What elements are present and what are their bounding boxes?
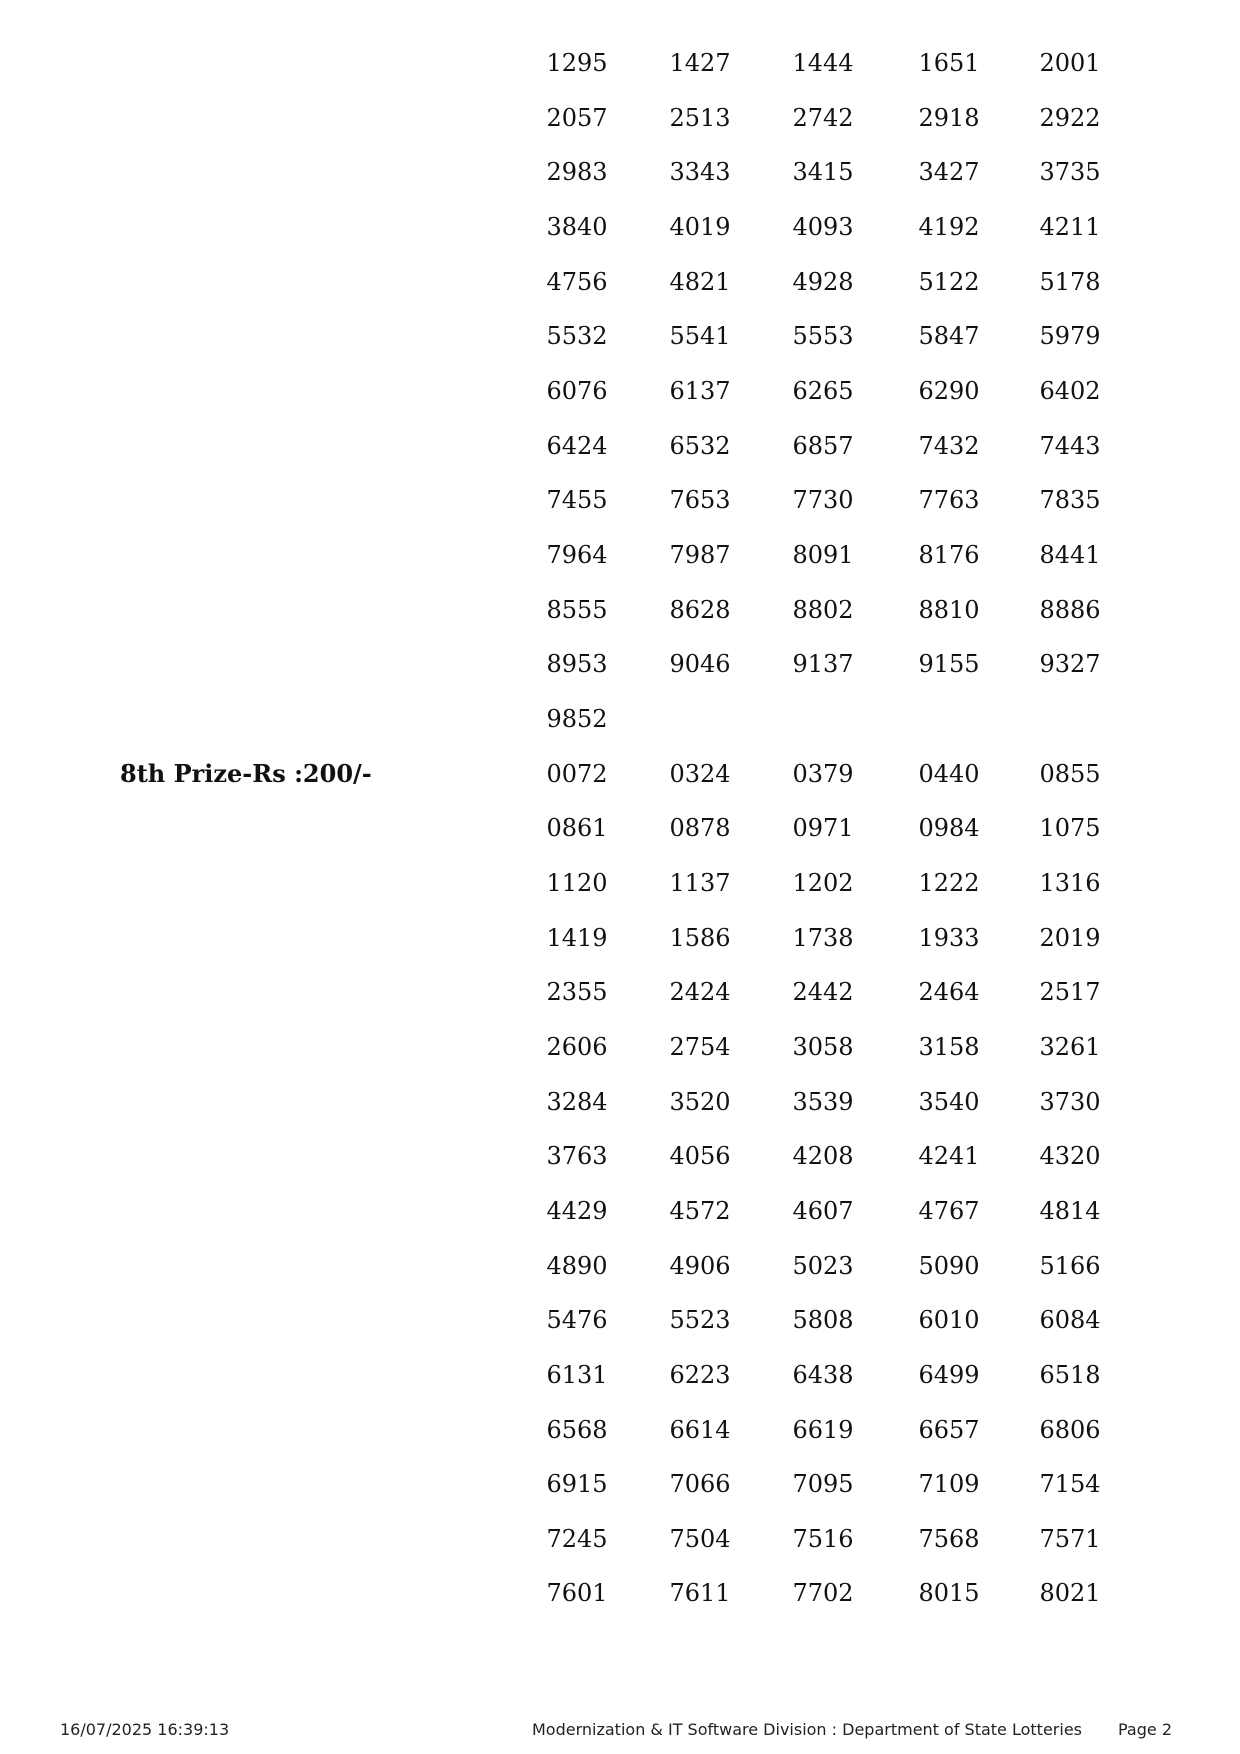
winning-number: 0855 (1039, 759, 1101, 788)
result-row (0, 540, 1240, 570)
winning-number: 5166 (1039, 1251, 1101, 1280)
winning-number: 4928 (792, 267, 854, 296)
winning-number: 2742 (792, 103, 854, 132)
result-row (0, 1196, 1240, 1226)
winning-number: 2019 (1039, 923, 1101, 952)
winning-number: 6657 (918, 1415, 980, 1444)
result-row (0, 813, 1240, 843)
winning-number: 4890 (546, 1251, 608, 1280)
winning-number: 1651 (918, 49, 980, 77)
winning-number: 3058 (792, 1032, 854, 1061)
winning-number: 7964 (546, 540, 608, 569)
winning-number: 8015 (918, 1579, 980, 1608)
winning-number: 8953 (546, 650, 608, 679)
winning-number: 1295 (546, 49, 608, 77)
result-row (0, 485, 1240, 515)
result-row (0, 1469, 1240, 1499)
result-row (0, 923, 1240, 953)
winning-number: 2513 (669, 103, 731, 132)
result-row (0, 868, 1240, 898)
result-row (0, 1141, 1240, 1171)
winning-number: 6518 (1039, 1360, 1101, 1389)
winning-number: 7987 (669, 540, 731, 569)
winning-number: 6614 (669, 1415, 731, 1444)
winning-number: 2606 (546, 1032, 608, 1061)
winning-number: 3539 (792, 1087, 854, 1116)
winning-number: 1120 (546, 868, 608, 897)
winning-number: 5178 (1039, 267, 1101, 296)
result-row (0, 321, 1240, 351)
result-row (0, 595, 1240, 625)
winning-number: 0440 (918, 759, 980, 788)
winning-number: 6915 (546, 1470, 608, 1499)
result-row (0, 431, 1240, 461)
winning-number: 4572 (669, 1196, 731, 1225)
result-row (0, 704, 1240, 734)
winning-number: 5808 (792, 1306, 854, 1335)
winning-number: 0072 (546, 759, 608, 788)
result-row (0, 1415, 1240, 1445)
winning-number: 6619 (792, 1415, 854, 1444)
winning-number: 1316 (1039, 868, 1101, 897)
winning-number: 7730 (792, 486, 854, 515)
winning-number: 6223 (669, 1360, 731, 1389)
footer-timestamp: 16/07/2025 16:39:13 (60, 1720, 230, 1739)
result-row (0, 267, 1240, 297)
winning-number: 9327 (1039, 650, 1101, 679)
winning-number: 8628 (669, 595, 731, 624)
winning-number: 9137 (792, 650, 854, 679)
winning-number: 6137 (669, 376, 731, 405)
result-row (0, 157, 1240, 187)
winning-number: 4211 (1039, 212, 1101, 241)
winning-number: 3261 (1039, 1032, 1101, 1061)
winning-number: 3730 (1039, 1087, 1101, 1116)
winning-number: 7568 (918, 1524, 980, 1553)
winning-number: 4429 (546, 1196, 608, 1225)
winning-number: 9852 (546, 704, 608, 733)
result-row (0, 759, 1240, 789)
winning-number: 7109 (918, 1470, 980, 1499)
winning-number: 7066 (669, 1470, 731, 1499)
winning-number: 1444 (792, 49, 854, 77)
winning-number: 7154 (1039, 1470, 1101, 1499)
winning-number: 3158 (918, 1032, 980, 1061)
winning-number: 6499 (918, 1360, 980, 1389)
winning-number: 7455 (546, 486, 608, 515)
winning-number: 3840 (546, 212, 608, 241)
winning-number: 6131 (546, 1360, 608, 1389)
result-row (0, 977, 1240, 1007)
winning-number: 2983 (546, 158, 608, 187)
winning-number: 7504 (669, 1524, 731, 1553)
winning-number: 7835 (1039, 486, 1101, 515)
prize-label: 8th Prize-Rs :200/- (120, 758, 372, 788)
winning-number: 5122 (918, 267, 980, 296)
winning-number: 5476 (546, 1306, 608, 1335)
winning-number: 9155 (918, 650, 980, 679)
winning-number: 7763 (918, 486, 980, 515)
winning-number: 6438 (792, 1360, 854, 1389)
winning-number: 4241 (918, 1142, 980, 1171)
winning-number: 3735 (1039, 158, 1101, 187)
winning-number: 1427 (669, 49, 731, 77)
winning-number: 1222 (918, 868, 980, 897)
winning-number: 4756 (546, 267, 608, 296)
winning-number: 3540 (918, 1087, 980, 1116)
winning-number: 7571 (1039, 1524, 1101, 1553)
winning-number: 3520 (669, 1087, 731, 1116)
winning-number: 4093 (792, 212, 854, 241)
winning-number: 6532 (669, 431, 731, 460)
winning-number: 1933 (918, 923, 980, 952)
winning-number: 4607 (792, 1196, 854, 1225)
winning-number: 7095 (792, 1470, 854, 1499)
result-row (0, 1578, 1240, 1608)
winning-number: 0861 (546, 814, 608, 843)
winning-number: 6402 (1039, 376, 1101, 405)
winning-number: 7432 (918, 431, 980, 460)
footer-division: Modernization & IT Software Division : Department of State Lotteries (532, 1720, 1082, 1739)
winning-number: 4019 (669, 212, 731, 241)
winning-number: 7611 (669, 1579, 731, 1608)
winning-number: 1586 (669, 923, 731, 952)
winning-number: 1202 (792, 868, 854, 897)
winning-number: 0984 (918, 814, 980, 843)
winning-number: 2057 (546, 103, 608, 132)
result-row (0, 1524, 1240, 1554)
winning-number: 4056 (669, 1142, 731, 1171)
winning-number: 4906 (669, 1251, 731, 1280)
winning-number: 1738 (792, 923, 854, 952)
winning-number: 9046 (669, 650, 731, 679)
winning-number: 5532 (546, 322, 608, 351)
winning-number: 3284 (546, 1087, 608, 1116)
footer-page-number: Page 2 (1118, 1720, 1172, 1739)
winning-number: 5090 (918, 1251, 980, 1280)
winning-number: 7601 (546, 1579, 608, 1608)
winning-number: 4192 (918, 212, 980, 241)
winning-number: 4821 (669, 267, 731, 296)
winning-number: 6857 (792, 431, 854, 460)
result-row (0, 1032, 1240, 1062)
winning-number: 8176 (918, 540, 980, 569)
winning-number: 6568 (546, 1415, 608, 1444)
winning-number: 8810 (918, 595, 980, 624)
result-row (0, 1305, 1240, 1335)
winning-number: 2442 (792, 978, 854, 1007)
winning-number: 5847 (918, 322, 980, 351)
result-row (0, 649, 1240, 679)
winning-number: 2001 (1039, 49, 1101, 77)
winning-number: 6084 (1039, 1306, 1101, 1335)
winning-number: 1075 (1039, 814, 1101, 843)
winning-number: 5523 (669, 1306, 731, 1335)
winning-number: 6806 (1039, 1415, 1101, 1444)
winning-number: 6290 (918, 376, 980, 405)
result-row (0, 48, 1240, 78)
winning-number: 8021 (1039, 1579, 1101, 1608)
result-row (0, 212, 1240, 242)
winning-number: 6010 (918, 1306, 980, 1335)
winning-number: 8555 (546, 595, 608, 624)
result-row (0, 1360, 1240, 1390)
winning-number: 2355 (546, 978, 608, 1007)
winning-number: 2918 (918, 103, 980, 132)
winning-number: 1419 (546, 923, 608, 952)
winning-number: 0324 (669, 759, 731, 788)
winning-number: 1137 (669, 868, 731, 897)
winning-number: 0971 (792, 814, 854, 843)
winning-number: 6265 (792, 376, 854, 405)
winning-number: 2464 (918, 978, 980, 1007)
result-row (0, 1087, 1240, 1117)
winning-number: 7702 (792, 1579, 854, 1608)
winning-number: 3763 (546, 1142, 608, 1171)
winning-number: 7653 (669, 486, 731, 515)
winning-number: 4320 (1039, 1142, 1101, 1171)
winning-number: 3427 (918, 158, 980, 187)
winning-number: 2517 (1039, 978, 1101, 1007)
winning-number: 5023 (792, 1251, 854, 1280)
winning-number: 8802 (792, 595, 854, 624)
result-row (0, 1251, 1240, 1281)
winning-number: 8441 (1039, 540, 1101, 569)
winning-number: 5979 (1039, 322, 1101, 351)
winning-number: 7245 (546, 1524, 608, 1553)
winning-number: 7443 (1039, 431, 1101, 460)
winning-number: 5541 (669, 322, 731, 351)
winning-number: 6424 (546, 431, 608, 460)
winning-number: 0878 (669, 814, 731, 843)
winning-number: 6076 (546, 376, 608, 405)
result-row (0, 103, 1240, 133)
winning-number: 0379 (792, 759, 854, 788)
winning-number: 8886 (1039, 595, 1101, 624)
winning-number: 2754 (669, 1032, 731, 1061)
winning-number: 5553 (792, 322, 854, 351)
winning-number: 3415 (792, 158, 854, 187)
winning-number: 3343 (669, 158, 731, 187)
winning-number: 8091 (792, 540, 854, 569)
winning-number: 4208 (792, 1142, 854, 1171)
winning-number: 2922 (1039, 103, 1101, 132)
winning-number: 2424 (669, 978, 731, 1007)
winning-number: 7516 (792, 1524, 854, 1553)
winning-number: 4814 (1039, 1196, 1101, 1225)
result-row (0, 376, 1240, 406)
winning-number: 4767 (918, 1196, 980, 1225)
